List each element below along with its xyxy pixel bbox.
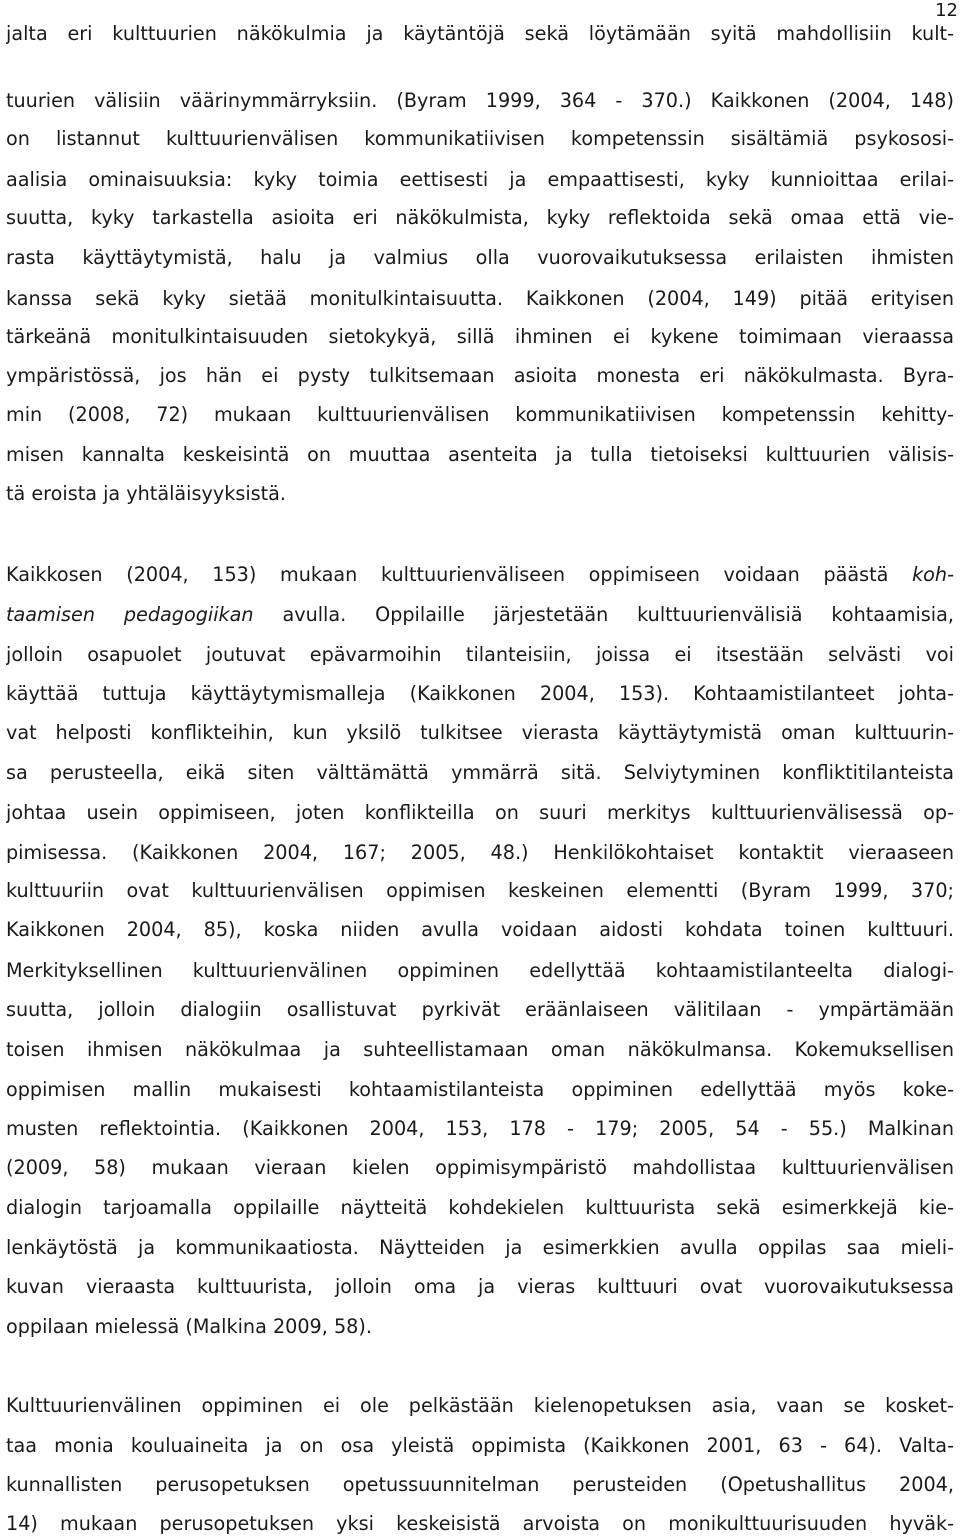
- text-run: Kaikkosen (2004, 153) mukaan kulttuurienväliseen oppimiseen voidaan päästä: [6, 563, 913, 586]
- text-line: kuvan vieraasta kulttuurista, jolloin oma ja vieras kulttuuri ovat vuorovaikutuksessa: [6, 1275, 954, 1298]
- text-line: suutta, kyky tarkastella asioita eri näkökulmista, kyky reflektoida sekä omaa että vie-: [6, 206, 954, 229]
- text-line: taa monia kouluaineita ja on osa yleistä oppimista (Kaikkonen 2001, 63 - 64). Valta-: [6, 1434, 954, 1457]
- text-line: toisen ihmisen näkökulmaa ja suhteellistamaan oman näkökulmansa. Kokemuksellisen: [6, 1038, 954, 1061]
- text-line: käyttää tuttuja käyttäytymismalleja (Kaikkonen 2004, 153). Kohtaamistilanteet johta-: [6, 682, 954, 705]
- text-line: jolloin osapuolet joutuvat epävarmoihin tilanteisiin, joissa ei itsestään selvästi voi: [6, 643, 954, 666]
- text-line: lenkäytöstä ja kommunikaatiosta. Näytteiden ja esimerkkien avulla oppilas saa mieli-: [6, 1236, 954, 1259]
- text-line: (2009, 58) mukaan vieraan kielen oppimisympäristö mahdollistaa kulttuurienvälisen: [6, 1156, 954, 1179]
- text-line: tärkeänä monitulkintaisuuden sietokykyä, sillä ihminen ei kykene toimimaan vieraassa: [6, 325, 954, 348]
- text-line: tuurien välisiin väärinymmärryksiin. (Byram 1999, 364 - 370.) Kaikkonen (2004, 148): [6, 89, 954, 112]
- text-line: misen kannalta keskeisintä on muuttaa asenteita ja tulla tietoiseksi kulttuurien välisis-: [6, 443, 954, 466]
- text-line: [6, 561, 954, 589]
- text-line: on listannut kulttuurienvälisen kommunikatiivisen kompetenssin sisältämiä psykososi-: [6, 127, 954, 150]
- text-line: vat helposti konflikteihin, kun yksilö tulkitsee vierasta käyttäytymistä oman kulttuurin-: [6, 721, 954, 744]
- text-line: ympäristössä, jos hän ei pysty tulkitsemaan asioita monesta eri näkökulmasta. Byra-: [6, 364, 954, 387]
- text-line: 14) mukaan perusopetuksen yksi keskeisistä arvoista on monikulttuurisuuden hyväk-: [6, 1512, 954, 1535]
- text-line: kulttuuriin ovat kulttuurienvälisen oppimisen keskeinen elementti (Byram 1999, 370;: [6, 879, 954, 902]
- text-line: Merkityksellinen kulttuurienvälinen oppiminen edellyttää kohtaamistilanteelta dialogi-: [6, 959, 954, 982]
- text-line: Kulttuurienvälinen oppiminen ei ole pelkästään kielenopetuksen asia, vaan se kosket-: [6, 1394, 954, 1417]
- text-line: dialogin tarjoamalla oppilaille näytteitä kohdekielen kulttuurista sekä esimerkkejä kie-: [6, 1196, 954, 1219]
- text-line: oppilaan mielessä (Malkina 2009, 58).: [6, 1315, 372, 1338]
- text-line: Kaikkonen 2004, 85), koska niiden avulla voidaan aidosti kohdata toinen kulttuuri.: [6, 918, 954, 941]
- text-run: avulla. Oppilaille järjestetään kulttuurienvälisiä kohtaamisia,: [253, 603, 954, 626]
- text-line: johtaa usein oppimiseen, joten konflikteilla on suuri merkitys kulttuurienvälisessä op-: [6, 801, 954, 824]
- text-line: pimisessa. (Kaikkonen 2004, 167; 2005, 48.) Henkilökohtaiset kontaktit vieraaseen: [6, 841, 954, 864]
- text-line: kanssa sekä kyky sietää monitulkintaisuutta. Kaikkonen (2004, 149) pitää erityisen: [6, 287, 954, 310]
- text-line: min (2008, 72) mukaan kulttuurienvälisen kommunikatiivisen kompetenssin kehitty-: [6, 403, 954, 426]
- page-number: 12: [935, 0, 958, 21]
- italic-term: koh-: [912, 563, 954, 586]
- text-line: suutta, jolloin dialogiin osallistuvat pyrkivät eräänlaiseen välitilaan - ympärtämään: [6, 998, 954, 1021]
- text-line: oppimisen mallin mukaisesti kohtaamistilanteista oppiminen edellyttää myös koke-: [6, 1078, 954, 1101]
- text-line: [6, 601, 954, 629]
- text-line: kunnallisten perusopetuksen opetussuunnitelman perusteiden (Opetushallitus 2004,: [6, 1473, 954, 1496]
- italic-term: taamisen pedagogiikan: [6, 603, 254, 626]
- text-line: sa perusteella, eikä siten välttämättä ymmärrä sitä. Selviytyminen konfliktitilanteista: [6, 761, 954, 784]
- text-line: jalta eri kulttuurien näkökulmia ja käytäntöjä sekä löytämään syitä mahdollisiin kult-: [6, 22, 954, 45]
- text-line: musten reflektointia. (Kaikkonen 2004, 153, 178 - 179; 2005, 54 - 55.) Malkinan: [6, 1117, 954, 1140]
- text-line: rasta käyttäytymistä, halu ja valmius olla vuorovaikutuksessa erilaisten ihmisten: [6, 246, 954, 269]
- text-line: aalisia ominaisuuksia: kyky toimia eettisesti ja empaattisesti, kyky kunnioittaa erilai-: [6, 168, 954, 191]
- text-line: tä eroista ja yhtäläisyyksistä.: [6, 482, 287, 505]
